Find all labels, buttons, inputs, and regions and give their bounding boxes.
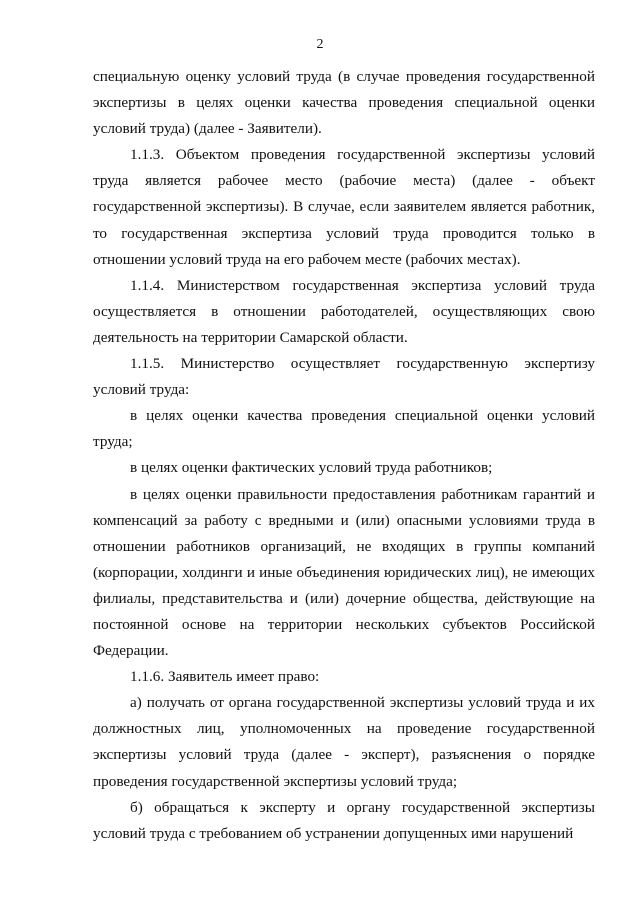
list-item-b-appeal: б) обращаться к эксперту и органу государственной экспертизы условий труда с требованием об устранении допущенных ими нарушений <box>93 798 595 842</box>
page-number: 2 <box>316 37 324 52</box>
list-item-a-explanations: а) получать от органа государственной экспертизы условий труда и их должностных лиц, уполномоченных на проведение государственной экспертизы условий труда (далее - эксперт), разъяснения о порядке проведения государственной экспертизы условий труда; <box>93 694 595 790</box>
list-item-actual-conditions: в целях оценки фактических условий труда работников; <box>130 459 493 477</box>
paragraph-1-1-6: 1.1.6. Заявитель имеет право: <box>130 668 320 686</box>
list-item-guarantees-compensation: в целях оценки правильности предоставления работникам гарантий и компенсаций за работу с вредными и (или) опасными условиями труда в отношении работников организаций, не входящих в группы компаний (корпорации, холдинги и иные объединения юридических лиц), не имеющих филиалы, представительства и (или) дочерние общества, действующие на постоянной основе на территории нескольких субъектов Российской Федерации. <box>93 485 595 660</box>
paragraph-1-1-4: 1.1.4. Министерством государственная экспертиза условий труда осуществляется в отношении работодателей, осуществляющих свою деятельность на территории Самарской области. <box>93 276 595 346</box>
paragraph-applicants-continuation: специальную оценку условий труда (в случае проведения государственной экспертизы в целях оценки качества проведения специальной оценки условий труда) (далее - Заявители). <box>93 68 595 138</box>
paragraph-1-1-5: 1.1.5. Министерство осуществляет государственную экспертизу условий труда: <box>93 355 595 399</box>
paragraph-1-1-3: 1.1.3. Объектом проведения государственной экспертизы условий труда является рабочее место (рабочие места) (далее - объект государственной экспертизы). В случае, если заявителем является работник, то государственная экспертиза условий труда проводится только в отношении условий труда на его рабочем месте (рабочих местах). <box>93 146 595 268</box>
list-item-quality-assessment: в целях оценки качества проведения специальной оценки условий труда; <box>93 407 595 451</box>
document-body <box>93 64 595 847</box>
